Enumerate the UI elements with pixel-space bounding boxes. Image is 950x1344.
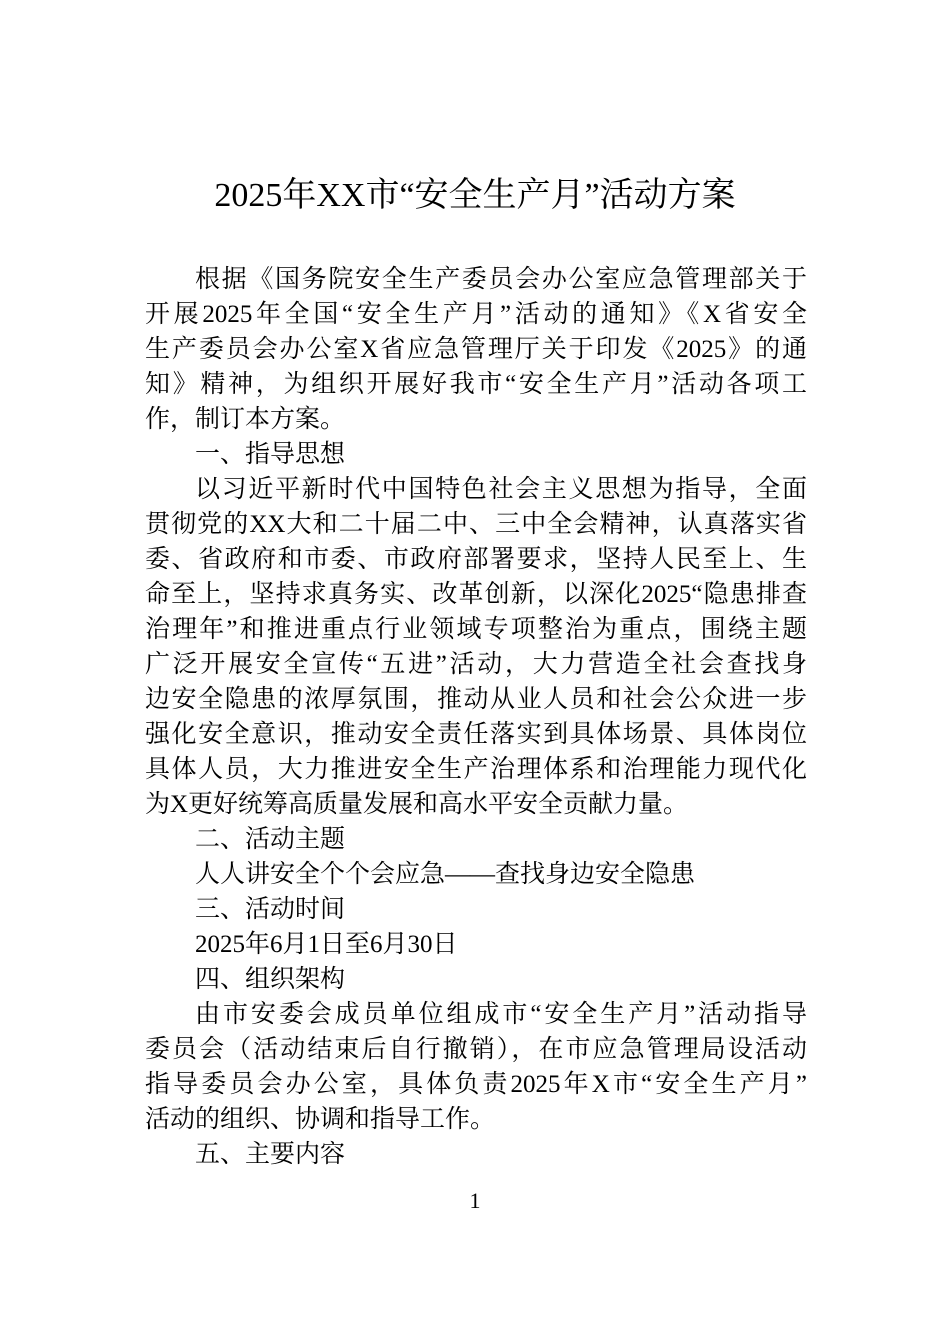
text-line: 知》精神，为组织开展好我市“安全生产月”活动各项工 [145,371,807,398]
text-line: 五、主要内容 [195,1141,346,1168]
text-line: 二、活动主题 [195,826,346,853]
text-line: 指导委员会办公室，具体负责2025年X市“安全生产月” [145,1071,807,1098]
paragraph [145,822,807,857]
text-line: 委员会（活动结束后自行撤销），在市应急管理局设活动 [145,1036,807,1063]
paragraph [145,437,807,472]
text-line: 以习近平新时代中国特色社会主义思想为指导，全面 [195,476,807,503]
paragraph [145,927,807,962]
paragraph [145,857,807,892]
text-line: 开展2025年全国“安全生产月”活动的通知》《X省安全 [145,301,807,328]
text-line: 治理年”和推进重点行业领域专项整治为重点，围绕主题 [145,616,807,643]
text-line: 贯彻党的XX大和二十届二中、三中全会精神，认真落实省 [145,511,807,538]
text-line: 一、指导思想 [195,441,346,468]
document-body [145,262,807,1172]
text-line: 为X更好统筹高质量发展和高水平安全贡献力量。 [145,791,689,818]
text-line: 2025年6月1日至6月30日 [195,931,458,958]
text-line: 边安全隐患的浓厚氛围，推动从业人员和社会公众进一步 [145,686,807,713]
paragraph [145,997,807,1137]
document-title: 2025年XX市“安全生产月”活动方案 [214,177,736,214]
text-line: 活动的组织、协调和指导工作。 [145,1106,496,1133]
text-line: 四、组织架构 [195,966,346,993]
text-line: 广泛开展安全宣传“五进”活动，大力营造全社会查找身 [145,651,807,678]
text-line: 根据《国务院安全生产委员会办公室应急管理部关于 [195,266,807,293]
text-line: 生产委员会办公室X省应急管理厅关于印发《2025》的通 [145,336,807,363]
text-line: 三、活动时间 [195,896,346,923]
paragraph [145,472,807,822]
paragraph [145,1137,807,1172]
text-line: 由市安委会成员单位组成市“安全生产月”活动指导 [195,1001,807,1028]
text-line: 作，制订本方案。 [145,406,346,433]
paragraph [145,962,807,997]
text-line: 人人讲安全个个会应急——查找身边安全隐患 [195,861,696,888]
text-line: 委、省政府和市委、市政府部署要求，坚持人民至上、生 [145,546,807,573]
page-number: 1 [469,1188,481,1213]
text-line: 具体人员，大力推进安全生产治理体系和治理能力现代化 [145,756,807,783]
text-line: 强化安全意识，推动安全责任落实到具体场景、具体岗位 [145,721,807,748]
text-line: 命至上，坚持求真务实、改革创新，以深化2025“隐患排查 [145,581,807,608]
paragraph [145,262,807,437]
paragraph [145,892,807,927]
